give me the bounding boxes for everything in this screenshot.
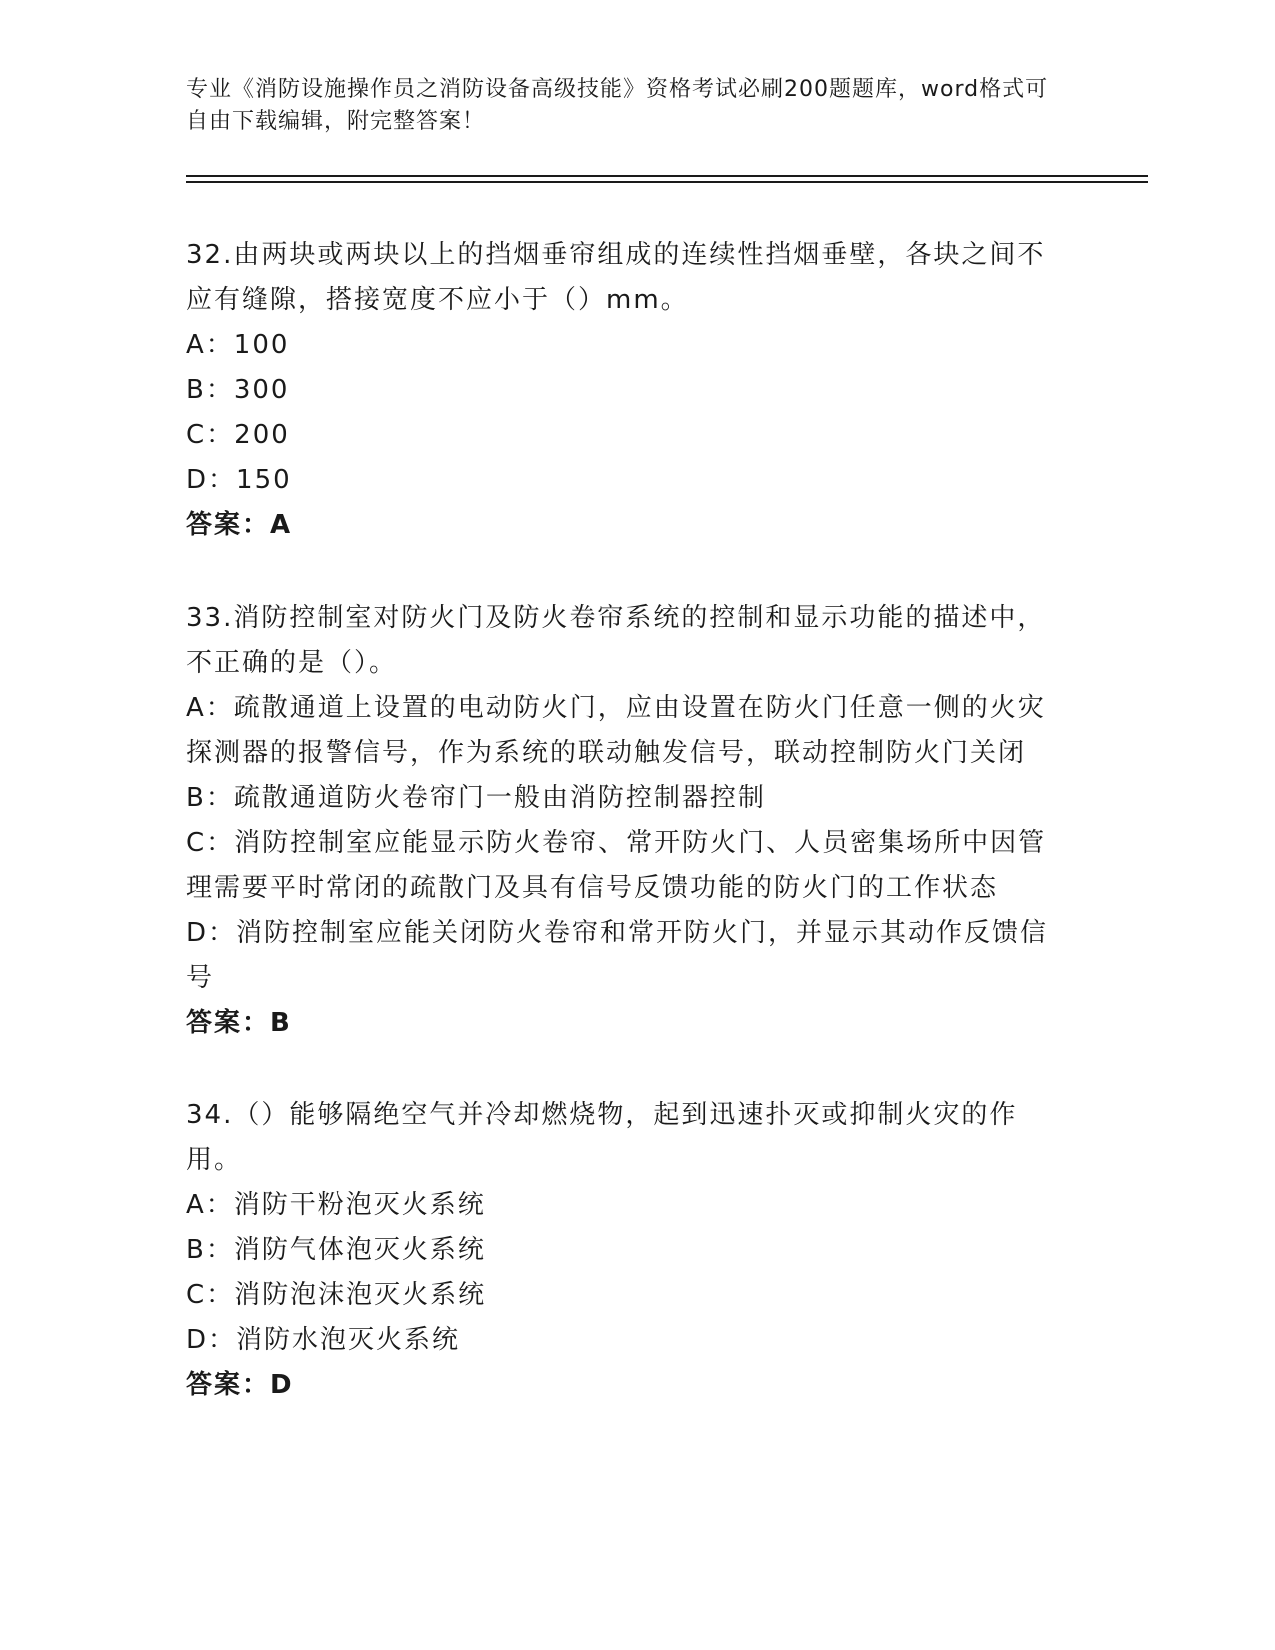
answer-line: 答案：A xyxy=(186,510,293,540)
option-c: C：200 xyxy=(186,420,290,450)
answer-line: 答案：D xyxy=(186,1370,294,1400)
question-stem: 32.由两块或两块以上的挡烟垂帘组成的连续性挡烟垂壁，各块之间不应有缝隙，搭接宽度不应小于（）mm。 xyxy=(186,240,1046,315)
header-divider-bottom xyxy=(186,181,1148,183)
question-32 xyxy=(186,233,1071,548)
option-d: D：消防控制室应能关闭防火卷帘和常开防火门，并显示其动作反馈信号 xyxy=(186,918,1049,993)
option-b: B：300 xyxy=(186,375,290,405)
question-stem: 33.消防控制室对防火门及防火卷帘系统的控制和显示功能的描述中，不正确的是（）。 xyxy=(186,603,1046,678)
option-d: D：消防水泡灭火系统 xyxy=(186,1325,461,1355)
question-33 xyxy=(186,596,1071,1046)
option-c: C：消防控制室应能显示防火卷帘、常开防火门、人员密集场所中因管理需要平时常闭的疏散门及具有信号反馈功能的防火门的工作状态 xyxy=(186,828,1047,903)
document-header: 专业《消防设施操作员之消防设备高级技能》资格考试必刷200题题库，word格式可自由下载编辑，附完整答案！ xyxy=(186,77,1049,134)
option-b: B：疏散通道防火卷帘门一般由消防控制器控制 xyxy=(186,783,766,813)
option-a: A：消防干粉泡灭火系统 xyxy=(186,1190,486,1220)
option-d: D：150 xyxy=(186,465,292,495)
option-a: A：疏散通道上设置的电动防火门，应由设置在防火门任意一侧的火灾探测器的报警信号，作为系统的联动触发信号，联动控制防火门关闭 xyxy=(186,693,1046,768)
option-b: B：消防气体泡灭火系统 xyxy=(186,1235,486,1265)
question-34 xyxy=(186,1093,1071,1408)
answer-line: 答案：B xyxy=(186,1008,292,1038)
option-a: A：100 xyxy=(186,330,290,360)
header-divider-top xyxy=(186,175,1148,177)
question-stem: 34.（）能够隔绝空气并冷却燃烧物，起到迅速扑灭或抑制火灾的作用。 xyxy=(186,1100,1018,1175)
option-c: C：消防泡沫泡灭火系统 xyxy=(186,1280,487,1310)
